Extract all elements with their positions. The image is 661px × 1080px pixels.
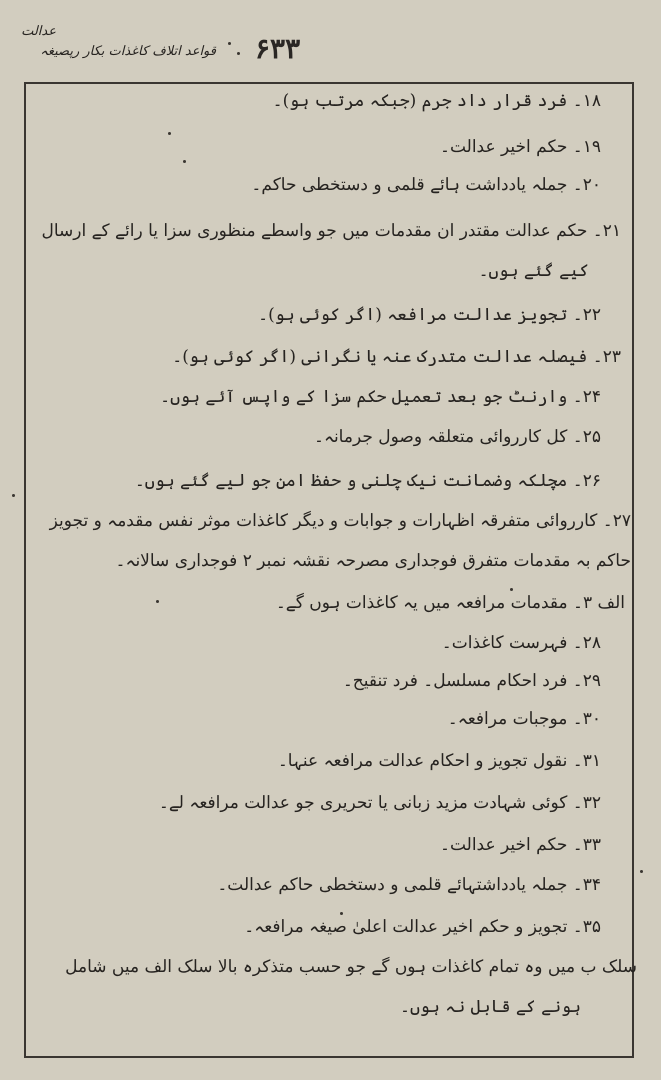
- list-item: ۲۵۔ کل کارروائی متعلقہ وصول جرمانہ۔: [314, 427, 601, 447]
- list-item: ۲۹۔ فرد احکام مسلسل۔ فرد تنقیح۔: [342, 671, 601, 691]
- scan-speck: [640, 870, 643, 873]
- list-item: ۲۳۔ فیصلہ عدالت متدرک عنہ یا نگرانی (اگر کوئی ہو)۔: [172, 347, 621, 367]
- list-item: ۲۸۔ فہرست کاغذات۔: [441, 633, 601, 653]
- scan-speck: [237, 52, 240, 55]
- list-item: ۱۸۔ فرد قرار داد جرم (جبکہ مرتب ہو)۔: [272, 91, 601, 111]
- scan-speck: [12, 494, 15, 497]
- list-item: ۳۰۔ موجبات مرافعہ۔: [447, 709, 601, 729]
- scan-speck: [228, 42, 231, 45]
- page-header: [0, 18, 661, 78]
- list-item: کیے گئے ہوں۔: [478, 261, 589, 281]
- list-item: ۲۰۔ جملہ یادداشت ہائے قلمی و دستخطی حاکم۔: [251, 175, 601, 195]
- list-item: ۳۲۔ کوئی شہادت مزید زبانی یا تحریری جو عدالت مرافعہ لے۔: [158, 793, 601, 813]
- list-item: ۲۲۔ تجویز عدالت مرافعہ (اگر کوئی ہو)۔: [258, 305, 601, 325]
- footnote-line: ہونے کے قابل نہ ہوں۔: [400, 997, 581, 1017]
- list-item: ۲۷۔ کارروائی متفرقہ اظہارات و جوابات و دیگر کاغذات موثر نفس مقدمہ و تجویز: [49, 511, 631, 531]
- scan-speck: [168, 132, 171, 135]
- list-item: ۲۶۔ مچلکہ وضمانت نیک چلنی و حفظ امن جو لیے گئے ہوں۔: [134, 471, 601, 491]
- list-item: ۲۴۔ وارنٹ جو بعد تعمیل حکم سزا کے واپس آئے ہوں۔: [160, 387, 601, 407]
- running-title-top: عدالت: [21, 24, 56, 39]
- footnote-line: سلک ب میں وہ تمام کاغذات ہوں گے جو حسب متذکرہ بالا سلک الف میں شامل: [65, 957, 637, 977]
- running-title: قواعد اتلاف کاغذات بکار رپصیغہ: [40, 44, 216, 59]
- section-heading: الف ۳۔ مقدمات مرافعہ میں یہ کاغذات ہوں گے۔: [275, 593, 625, 613]
- scan-speck: [183, 160, 186, 163]
- scan-speck: [156, 600, 159, 603]
- list-item: ۳۴۔ جملہ یادداشتہائے قلمی و دستخطی حاکم عدالت۔: [217, 875, 601, 895]
- list-item: ۳۵۔ تجویز و حکم اخیر عدالت اعلیٰ صیغہ مرافعہ۔: [244, 917, 601, 937]
- scan-speck: [510, 588, 513, 591]
- list-item: ۳۳۔ حکم اخیر عدالت۔: [439, 835, 601, 855]
- list-item: حاکم بہ مقدمات متفرق فوجداری مصرحہ نقشہ نمبر ۲ فوجداری سالانہ۔: [115, 551, 631, 571]
- list-item: ۳۱۔ نقول تجویز و احکام عدالت مرافعہ عنہا۔: [277, 751, 601, 771]
- scan-speck: [340, 912, 343, 915]
- list-item: ۱۹۔ حکم اخیر عدالت۔: [439, 137, 601, 157]
- list-item: ۲۱۔ حکم عدالت مقتدر ان مقدمات میں جو واسطے منظوری سزا یا رائے کے ارسال: [41, 221, 621, 241]
- page-number: ۶۳۳: [255, 32, 301, 65]
